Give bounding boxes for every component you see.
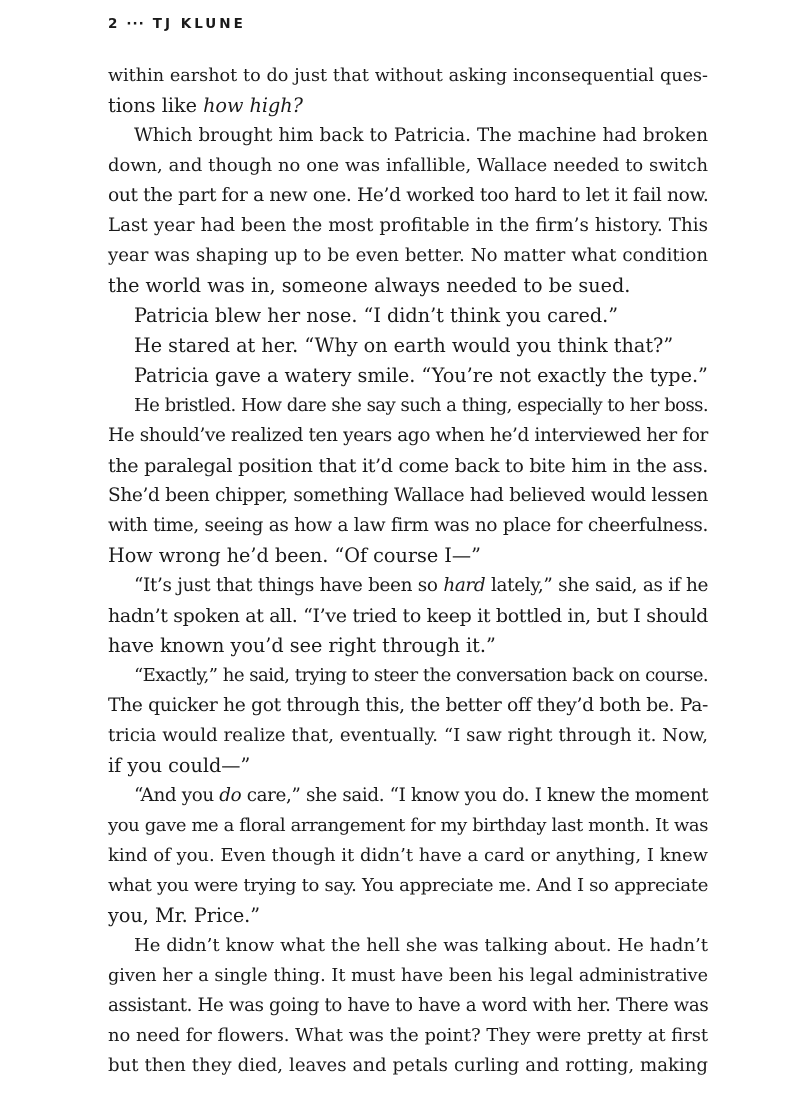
text-line: tricia would realize that, eventually. “I saw right through it. Now, (108, 725, 708, 746)
text-line: He bristled. How dare she say such a thing, especially to her boss. (134, 395, 708, 416)
running-head (108, 16, 246, 32)
text-run: care,” she said. “I know you do. I knew the moment (241, 785, 709, 806)
body-text (108, 61, 708, 1081)
text-line: the paralegal position that it’d come back to bite him in the ass. (108, 454, 708, 477)
text-line: Patricia gave a watery smile. “You’re not exactly the type.” (134, 364, 708, 387)
text-run: “And you (134, 785, 220, 806)
text-line: Patricia blew her nose. “I didn’t think you cared.” (134, 304, 619, 327)
italic-run: do (219, 785, 242, 806)
text-line: year was shaping up to be even better. No matter what condition (108, 245, 708, 266)
text-line: but then they died, leaves and petals curling and rotting, making (108, 1055, 708, 1076)
text-line: have known you’d see right through it.” (108, 634, 496, 657)
text-line: you gave me a floral arrangement for my birthday last month. It was (108, 815, 709, 836)
text-line: He didn’t know what the hell she was talking about. He hadn’t (134, 935, 708, 956)
text-line: with time, seeing as how a law firm was no place for cheerfulness. (108, 515, 708, 536)
text-line: kind of you. Even though it didn’t have a card or anything, I knew (108, 845, 708, 866)
text-line (108, 571, 708, 601)
page-number: 2 (108, 16, 121, 32)
text-line: within earshot to do just that without asking inconsequential ques- (108, 66, 708, 86)
text-run: lately,” she said, as if he (485, 575, 708, 596)
text-line: Last year had been the most profitable in the firm’s history. This (108, 215, 708, 236)
text-line: How wrong he’d been. “Of course I—” (108, 544, 481, 567)
text-line: He should’ve realized ten years ago when he’d interviewed her for (108, 425, 708, 446)
text-line: you, Mr. Price.” (108, 904, 261, 927)
text-line: assistant. He was going to have to have a word with her. There was (108, 995, 709, 1016)
italic-run: hard (443, 575, 486, 596)
running-head-separator: ··· (126, 16, 145, 32)
text-line: given her a single thing. It must have been his legal administrative (108, 966, 708, 986)
text-run: “It’s just that things have been so (134, 575, 444, 596)
text-line: no need for flowers. What was the point? They were pretty at first (108, 1025, 709, 1046)
text-line: The quicker he got through this, the better off they’d both be. Pa- (108, 695, 708, 716)
text-line: He stared at her. “Why on earth would you think that?” (134, 334, 674, 357)
text-line: hadn’t spoken at all. “I’ve tried to keep it bottled in, but I should (108, 605, 708, 627)
author-name: TJ KLUNE (152, 16, 246, 32)
text-line (108, 91, 708, 121)
text-line: the world was in, someone always needed to be sued. (108, 274, 631, 297)
text-line: Which brought him back to Patricia. The machine had broken (134, 125, 708, 146)
text-line: what you were trying to say. You appreciate me. And I so appreciate (108, 875, 708, 896)
text-line: if you could—” (108, 754, 251, 777)
text-line: down, and though no one was infallible, Wallace needed to switch (108, 155, 708, 176)
italic-run: how high? (203, 94, 303, 117)
text-line: She’d been chipper, something Wallace had believed would lessen (108, 485, 708, 506)
text-run: tions like (108, 94, 204, 117)
text-line (108, 781, 708, 811)
text-line: out the part for a new one. He’d worked too hard to let it fail now. (108, 185, 709, 206)
text-line: “Exactly,” he said, trying to steer the conversation back on course. (134, 665, 708, 686)
